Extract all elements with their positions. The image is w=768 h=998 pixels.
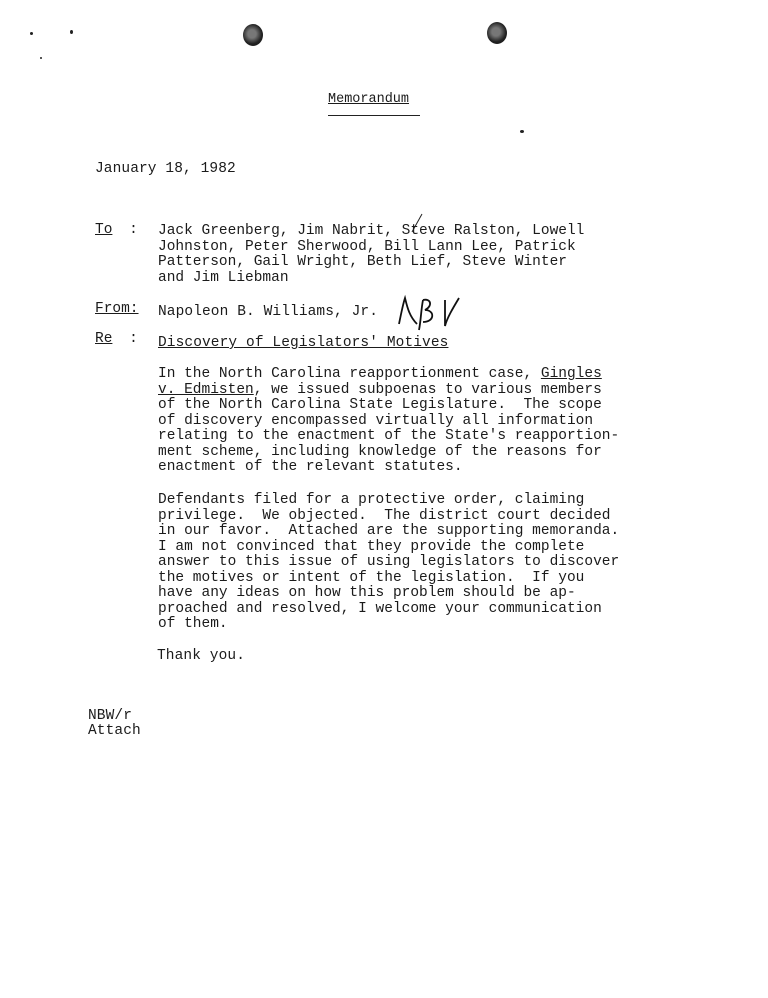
speck bbox=[30, 32, 33, 35]
to-recipients bbox=[158, 224, 584, 286]
check-mark-icon bbox=[410, 212, 424, 234]
para1-line-2-text: , we issued subpoenas to various members bbox=[253, 381, 602, 398]
title-rule bbox=[328, 115, 420, 116]
para1-line-1-text: In the North Carolina reapportionment case, bbox=[158, 366, 541, 382]
body-paragraph-2 bbox=[158, 493, 619, 633]
speck bbox=[70, 30, 73, 34]
para2-line: privilege. We objected. The district court decided bbox=[158, 507, 611, 524]
para2-line: the motives or intent of the legislation. If you bbox=[158, 569, 585, 586]
para1-line-1 bbox=[158, 367, 619, 383]
to-label-text: To bbox=[95, 222, 113, 238]
speck bbox=[520, 130, 524, 133]
to-label bbox=[95, 222, 138, 238]
para1-line-2 bbox=[158, 383, 619, 399]
para1-line: ment scheme, including knowledge of the reasons for bbox=[158, 443, 602, 460]
to-colon: : bbox=[129, 222, 138, 238]
para2-line: I am not convinced that they provide the complete bbox=[158, 538, 585, 555]
from-value: Napoleon B. Williams, Jr. bbox=[158, 304, 379, 320]
memo-title bbox=[328, 92, 409, 107]
from-label bbox=[95, 301, 139, 317]
to-line: Jack Greenberg, Jim Nabrit, Steve Ralston, Lowell bbox=[158, 223, 585, 239]
para2-line: proached and resolved, I welcome your communication bbox=[158, 600, 602, 617]
attach-line: Attach bbox=[88, 723, 141, 739]
punch-hole-right bbox=[487, 22, 507, 44]
to-line: Patterson, Gail Wright, Beth Lief, Steve Winter bbox=[158, 254, 567, 270]
para1-line: enactment of the relevant statutes. bbox=[158, 459, 463, 475]
case-name-part-2: v. Edmisten bbox=[158, 381, 254, 398]
re-value: Discovery of Legislators' Motives bbox=[158, 335, 449, 351]
to-line: and Jim Liebman bbox=[158, 269, 289, 286]
re-colon: : bbox=[129, 331, 138, 347]
para2-line: have any ideas on how this problem should be ap- bbox=[158, 585, 576, 601]
para2-line: Defendants filed for a protective order, claiming bbox=[158, 492, 585, 508]
handwritten-initials-signature bbox=[395, 294, 475, 334]
from-label-text: From: bbox=[95, 301, 139, 317]
re-label-text: Re bbox=[95, 331, 113, 347]
para2-line: in our favor. Attached are the supporting memoranda. bbox=[158, 523, 620, 539]
case-name-part-1: Gingles bbox=[540, 366, 602, 382]
para1-line: relating to the enactment of the State's reapportion- bbox=[158, 428, 620, 444]
memo-date: January 18, 1982 bbox=[95, 161, 236, 177]
body-paragraph-1 bbox=[158, 367, 619, 476]
to-line: Johnston, Peter Sherwood, Bill Lann Lee, Patrick bbox=[158, 238, 576, 255]
re-label bbox=[95, 331, 138, 347]
initials-line: NBW/r bbox=[88, 708, 133, 724]
para2-line: of them. bbox=[158, 616, 228, 632]
para1-line: of discovery encompassed virtually all information bbox=[158, 412, 594, 429]
speck bbox=[40, 57, 42, 59]
para2-line: answer to this issue of using legislators to discover bbox=[158, 554, 620, 570]
punch-hole-left bbox=[243, 24, 263, 46]
para1-line: of the North Carolina State Legislature. The scope bbox=[158, 397, 602, 413]
memo-title-text: Memorandum bbox=[328, 92, 410, 107]
closing-text: Thank you. bbox=[157, 648, 246, 664]
